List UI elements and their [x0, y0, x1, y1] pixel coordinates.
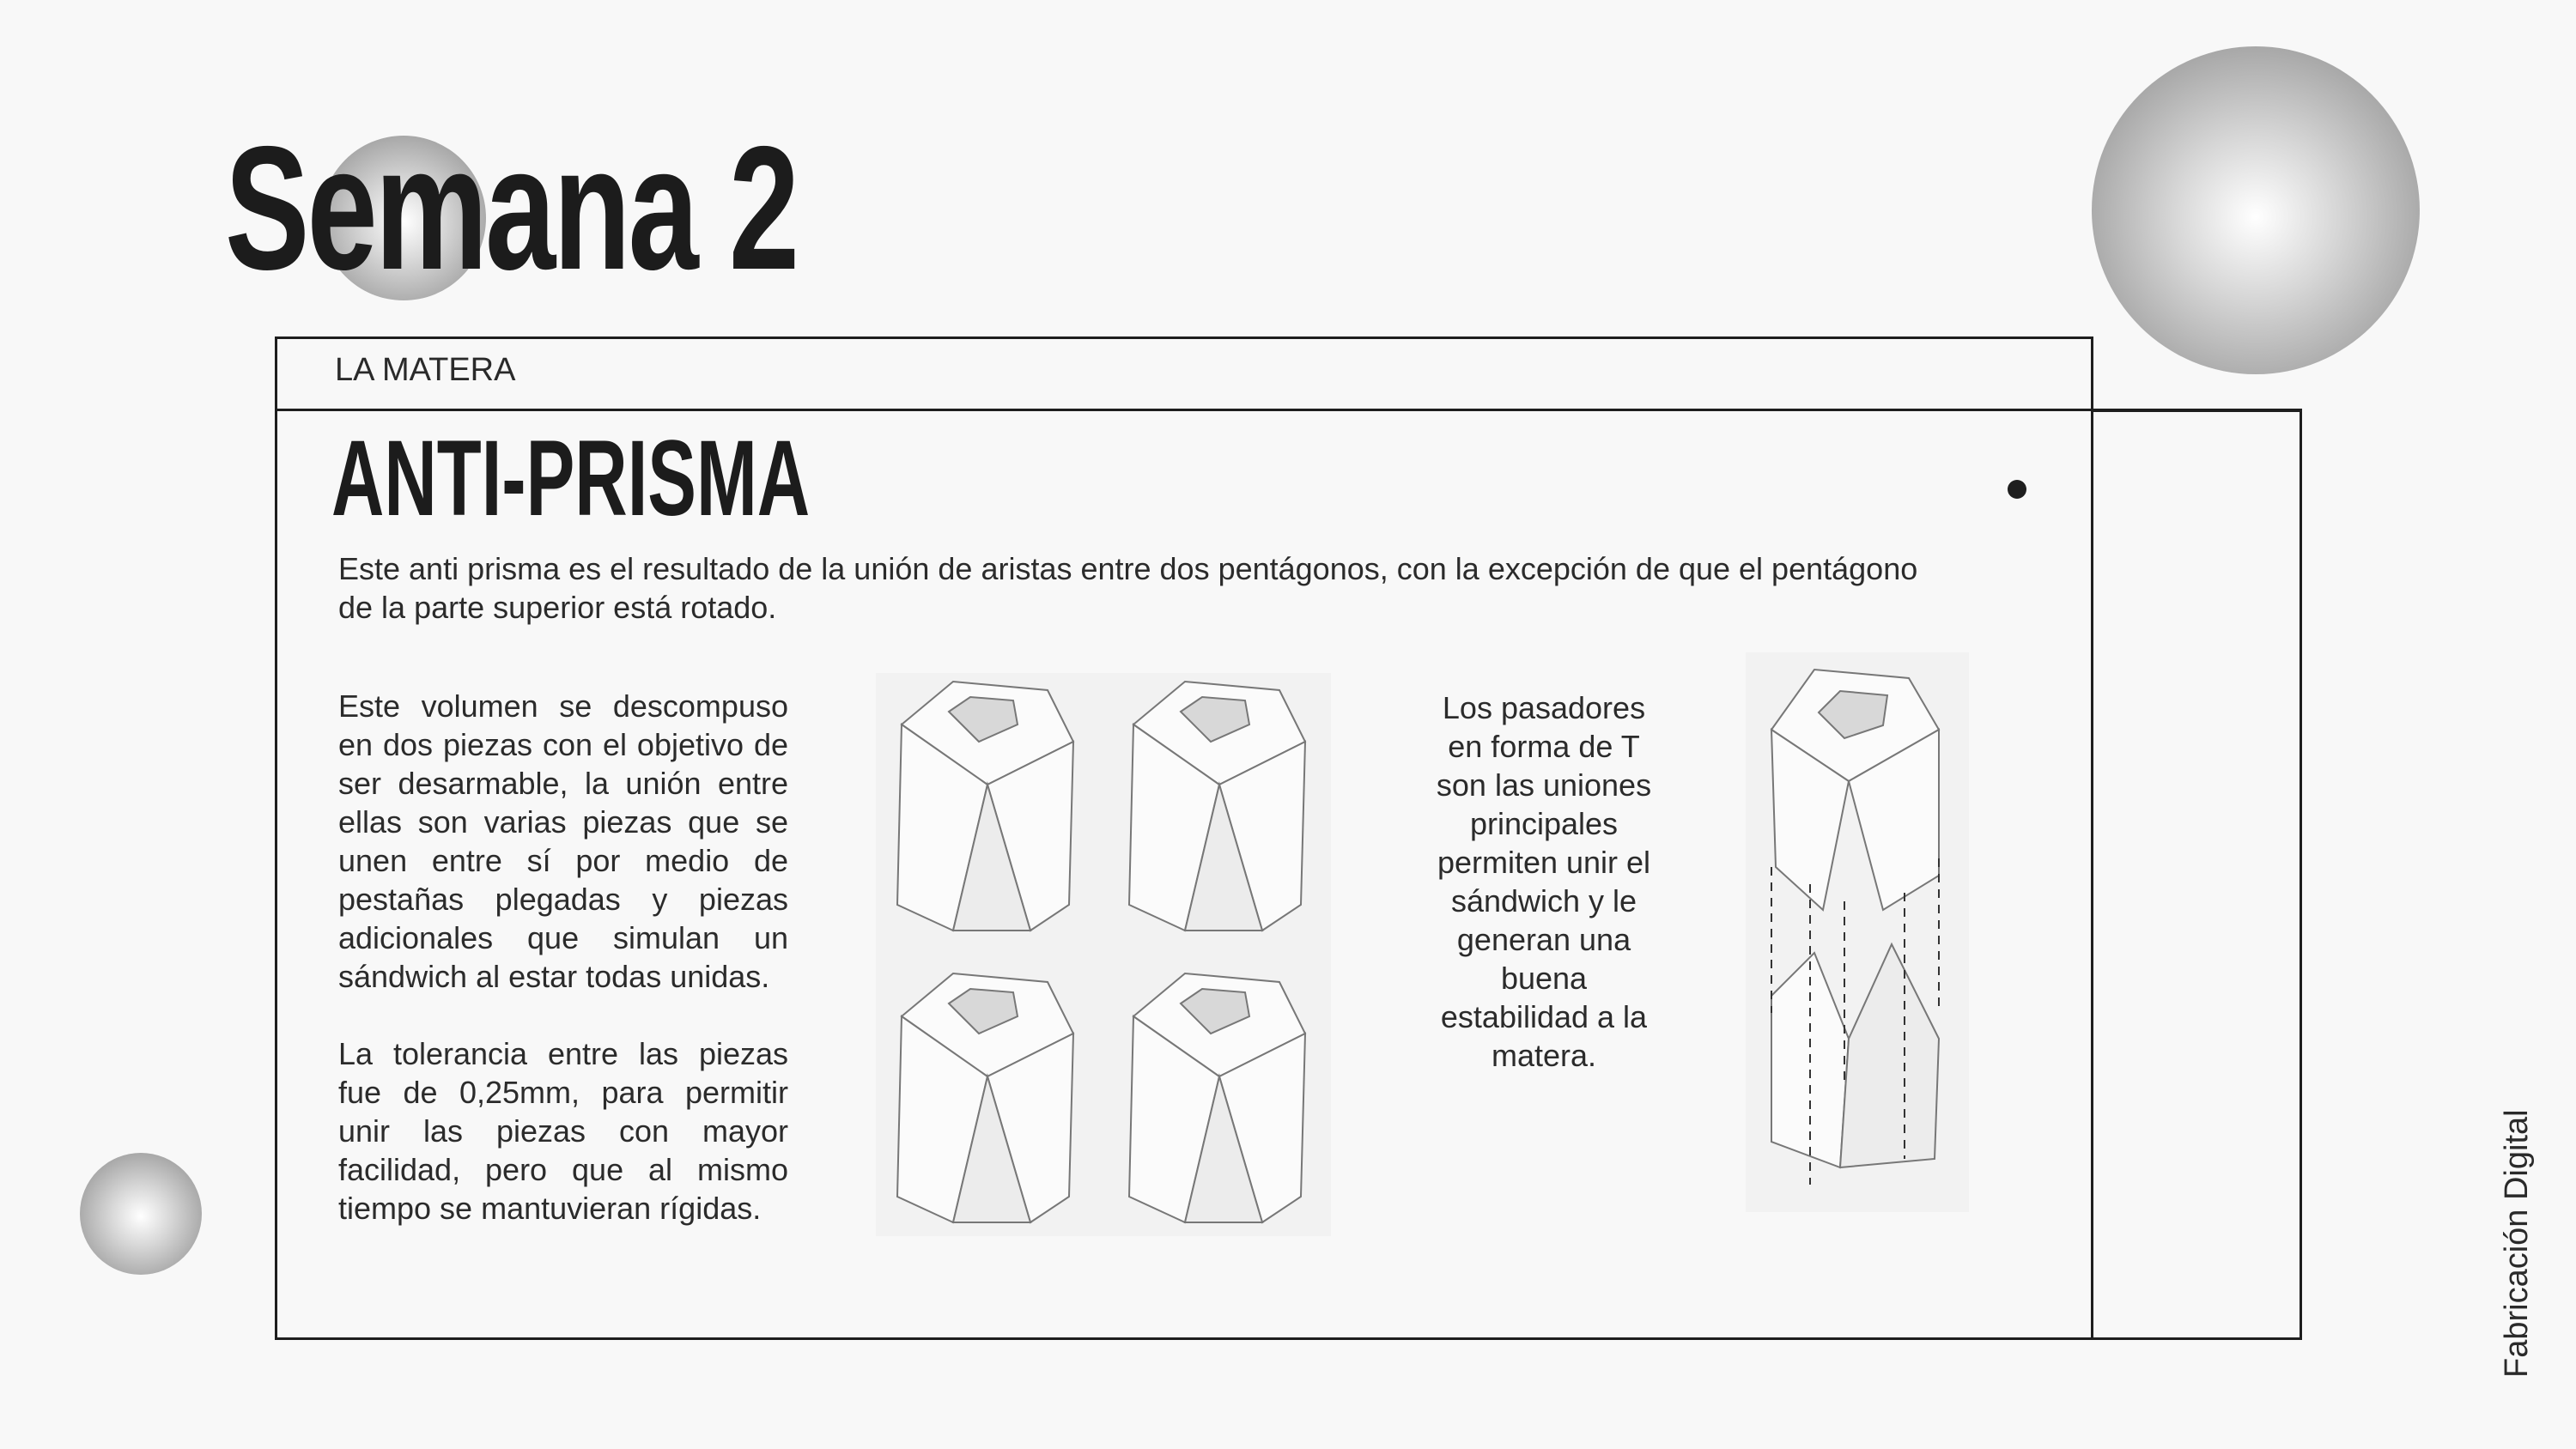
intro-paragraph: Este anti prisma es el resultado de la unión de aristas entre dos pentágonos, con la excepción de que el pentágono de la parte superior está rotado. — [338, 551, 1918, 625]
section-heading: ANTI-PRISMA — [331, 419, 811, 538]
decorative-sphere-small — [80, 1153, 202, 1275]
exploded-assembly-image — [1746, 652, 1969, 1212]
tolerance-paragraph: La tolerancia entre las piezas fue de 0,25mm, para permitir unir las piezas con mayor facilidad, pero que al mismo tiempo se mantuvieran rígidas. — [338, 1036, 788, 1226]
joints-paragraph: Los pasadores en forma de T son las uniones principales permiten unir el sándwich y le generan una buena estabilidad a la matera. — [1436, 690, 1652, 1073]
header-divider — [275, 409, 2302, 411]
page-title: Semana 2 — [225, 110, 798, 306]
content-frame-outer — [2091, 409, 2302, 1340]
bullet-dot — [2008, 480, 2026, 499]
decorative-sphere-large — [2092, 46, 2420, 374]
side-label: Fabricación Digital — [2499, 1109, 2535, 1378]
description-column — [338, 687, 788, 1266]
section-label: LA MATERA — [335, 352, 516, 388]
antiprism-model-grid-image — [876, 673, 1331, 1236]
description-paragraph: Este volumen se descompuso en dos piezas con el objetivo de ser desarmable, la unión entre ellas son varias piezas que se unen entre sí por medio de pestañas plegadas y piezas adicionales que simulan un sándwich al estar todas unidas. — [338, 688, 788, 994]
